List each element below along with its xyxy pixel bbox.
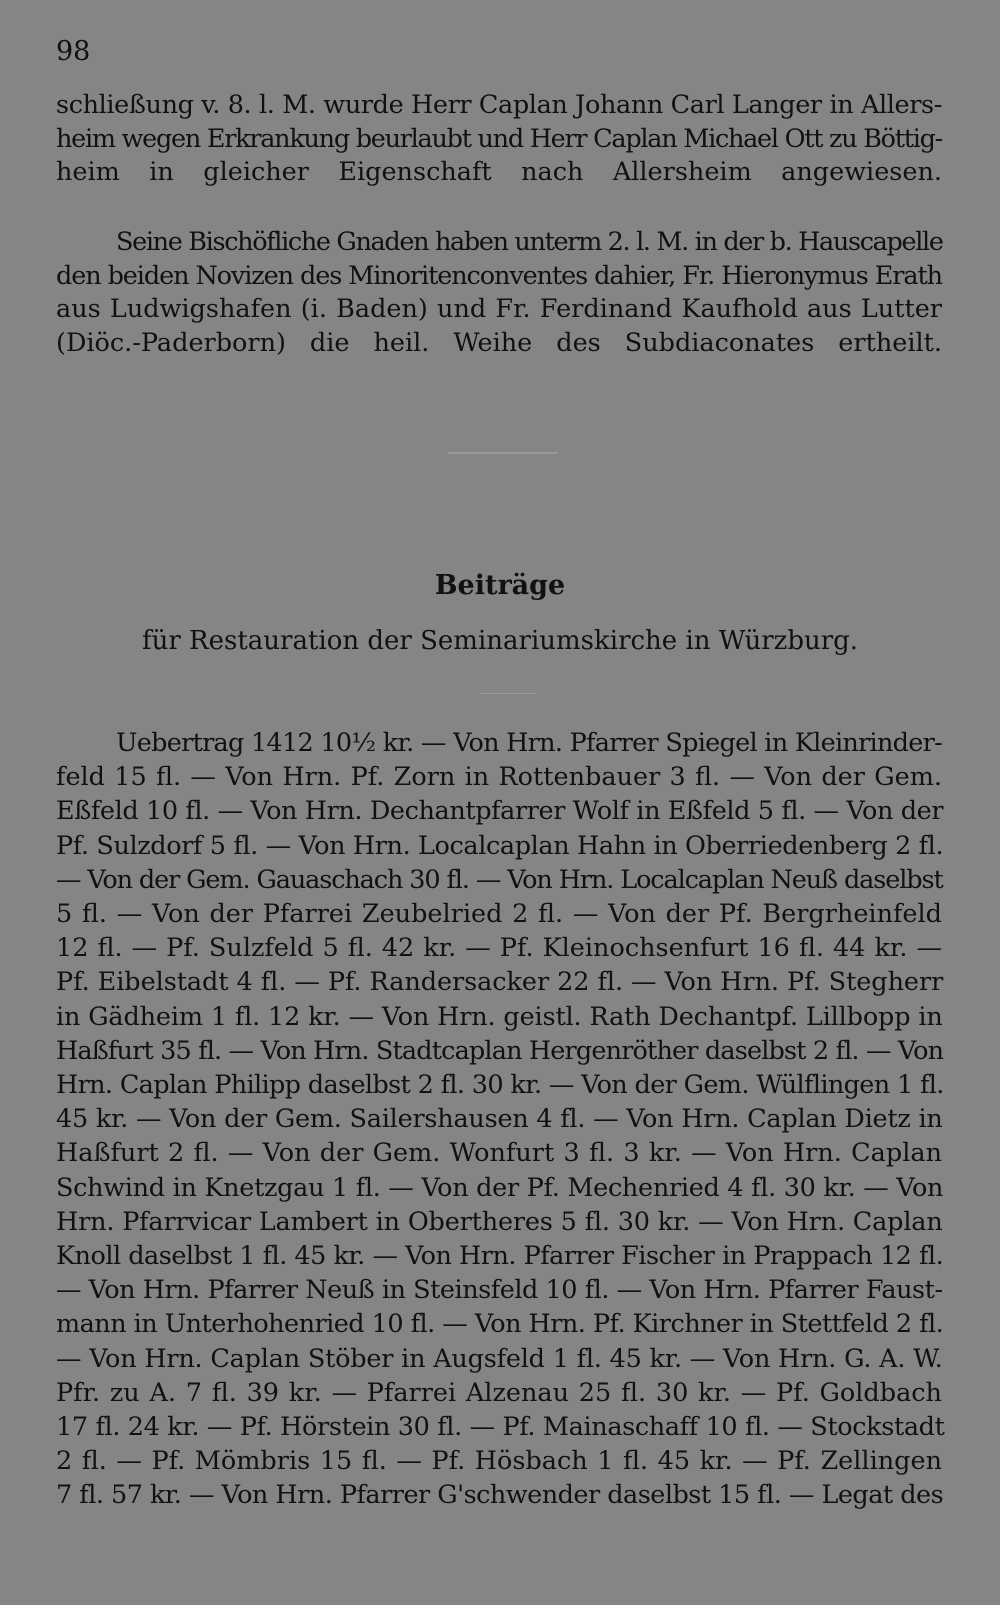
text-line: aus Ludwigshafen (i. Baden) und Fr. Ferdinand Kaufhold aus Lutter bbox=[56, 294, 942, 324]
text-line: Eßfeld 10 fl. — Von Hrn. Dechantpfarrer Wolf in Eßfeld 5 fl. — Von der bbox=[56, 796, 944, 827]
page-number: 98 bbox=[56, 36, 91, 67]
text-line: Haßfurt 35 fl. — Von Hrn. Stadtcaplan Hergenröther daselbst 2 fl. — Von bbox=[56, 1035, 944, 1066]
text-line: heim wegen Erkrankung beurlaubt und Herr Caplan Michael Ott zu Böttig- bbox=[56, 123, 942, 154]
text-line: schließung v. 8. l. M. wurde Herr Caplan Johann Carl Langer in Allers- bbox=[56, 90, 942, 120]
text-line: Haßfurt 2 fl. — Von der Gem. Wonfurt 3 fl. 3 kr. — Von Hrn. Caplan bbox=[56, 1138, 942, 1169]
text-line: Pfr. zu A. 7 fl. 39 kr. — Pfarrei Alzenau 25 fl. 30 kr. — Pf. Goldbach bbox=[56, 1377, 942, 1408]
text-line: Schwind in Knetzgau 1 fl. — Von der Pf. Mechenried 4 fl. 30 kr. — Von bbox=[56, 1172, 944, 1203]
paragraph-clergy-leave bbox=[56, 89, 942, 190]
text-line: 5 fl. — Von der Pfarrei Zeubelried 2 fl. — Von der Pf. Bergrheinfeld bbox=[56, 899, 942, 930]
text-line: Knoll daselbst 1 fl. 45 kr. — Von Hrn. Pfarrer Fischer in Prappach 12 fl. bbox=[56, 1241, 944, 1272]
text-line: 7 fl. 57 kr. — Von Hrn. Pfarrer G'schwender daselbst 15 fl. — Legat des bbox=[56, 1480, 944, 1511]
text-line: Pf. Eibelstadt 4 fl. — Pf. Randersacker 22 fl. — Von Hrn. Pf. Stegherr bbox=[56, 967, 944, 998]
text-line: heim in gleicher Eigenschaft nach Allersheim angewiesen. bbox=[56, 157, 942, 187]
text-line: Seine Bischöfliche Gnaden haben unterm 2. l. M. in der b. Hauscapelle bbox=[116, 227, 943, 257]
text-line: 2 fl. — Pf. Mömbris 15 fl. — Pf. Hösbach 1 fl. 45 kr. — Pf. Zellingen bbox=[56, 1446, 942, 1477]
text-line: mann in Unterhohenried 10 fl. — Von Hrn. Pf. Kirchner in Stettfeld 2 fl. bbox=[56, 1309, 944, 1340]
subheading-rule bbox=[480, 693, 536, 694]
text-line: Hrn. Pfarrvicar Lambert in Obertheres 5 fl. 30 kr. — Von Hrn. Caplan bbox=[56, 1206, 943, 1237]
text-line: feld 15 fl. — Von Hrn. Pf. Zorn in Rottenbauer 3 fl. — Von der Gem. bbox=[56, 762, 942, 793]
text-line: — Von Hrn. Pfarrer Neuß in Steinsfeld 10 fl. — Von Hrn. Pfarrer Faust- bbox=[56, 1275, 943, 1306]
text-line: in Gädheim 1 fl. 12 kr. — Von Hrn. geistl. Rath Dechantpf. Lillbopp in bbox=[56, 1001, 943, 1032]
paragraph-ordination bbox=[56, 226, 942, 360]
section-heading: Beiträge bbox=[434, 570, 566, 601]
section-divider bbox=[448, 452, 558, 454]
text-line: Pf. Sulzdorf 5 fl. — Von Hrn. Localcaplan Hahn in Oberriedenberg 2 fl. bbox=[56, 830, 944, 861]
text-line: Uebertrag 1412 10½ kr. — Von Hrn. Pfarrer Spiegel in Kleinrinder- bbox=[116, 728, 942, 758]
text-line: Hrn. Caplan Philipp daselbst 2 fl. 30 kr. — Von der Gem. Wülflingen 1 fl. bbox=[56, 1070, 944, 1101]
text-line: (Diöc.-Paderborn) die heil. Weihe des Subdiaconates ertheilt. bbox=[56, 327, 942, 358]
text-line: — Von Hrn. Caplan Stöber in Augsfeld 1 fl. 45 kr. — Von Hrn. G. A. W. bbox=[56, 1343, 943, 1374]
text-line: 17 fl. 24 kr. — Pf. Hörstein 30 fl. — Pf. Mainaschaff 10 fl. — Stockstadt bbox=[56, 1412, 945, 1443]
text-line: den beiden Novizen des Minoritenconventes dahier, Fr. Hieronymus Erath bbox=[56, 260, 942, 291]
text-line: 45 kr. — Von der Gem. Sailershausen 4 fl. — Von Hrn. Caplan Dietz in bbox=[56, 1104, 943, 1135]
section-subheading: für Restauration der Seminariumskirche in Würzburg. bbox=[141, 626, 859, 656]
paragraph-contributions bbox=[56, 726, 945, 1513]
text-line: — Von der Gem. Gauaschach 30 fl. — Von Hrn. Localcaplan Neuß daselbst bbox=[56, 864, 943, 895]
text-line: 12 fl. — Pf. Sulzfeld 5 fl. 42 kr. — Pf. Kleinochsenfurt 16 fl. 44 kr. — bbox=[56, 933, 942, 964]
